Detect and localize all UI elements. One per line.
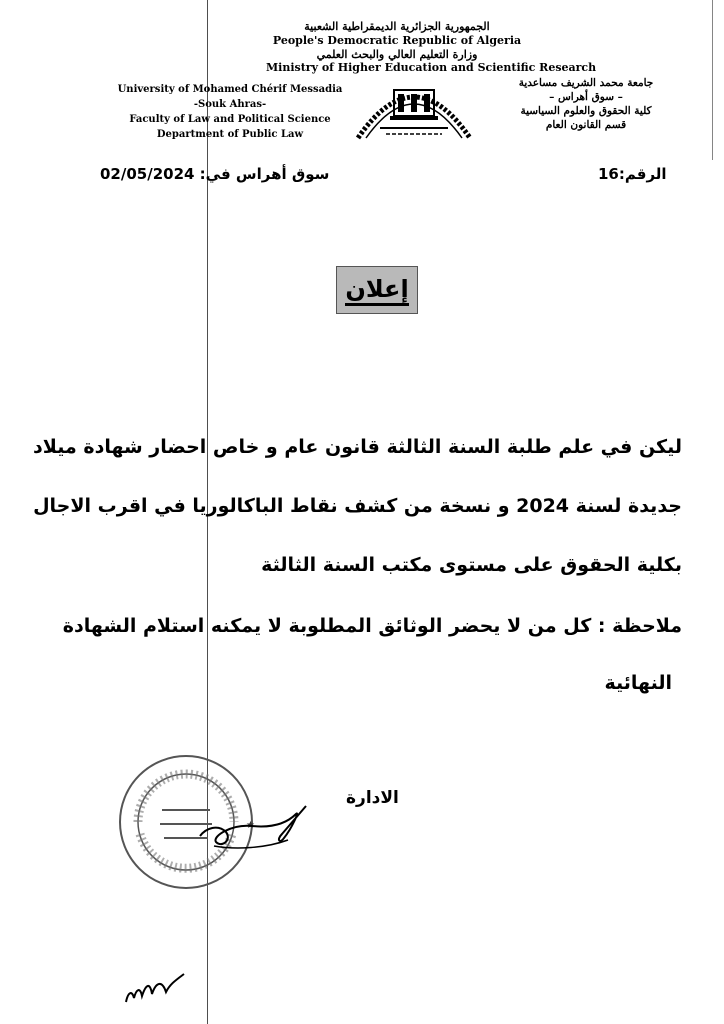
note-line-2: النهائية — [604, 672, 672, 694]
fold-line-right — [712, 0, 713, 160]
announcement-title-text: إعلان — [345, 275, 408, 306]
ministry-ar: وزارة التعليم العالي والبحث العلمي — [316, 48, 478, 61]
university-en: University of Mohamed Chérif Messadia — [117, 84, 343, 95]
header-right — [486, 76, 686, 132]
body-line-1: ليكن في علم طلبة السنة الثالثة قانون عام و خاص احضار شهادة ميلاد — [33, 436, 682, 458]
republic-en: People's Democratic Republic of Algeria — [272, 34, 522, 47]
signature — [196, 798, 316, 858]
faculty-ar: كلية الحقوق والعلوم السياسية — [520, 105, 652, 117]
signer-label: الادارة — [346, 788, 399, 808]
faculty-en: Faculty of Law and Political Science — [129, 114, 331, 125]
department-ar: قسم القانون العام — [545, 119, 627, 131]
note-line-1: ملاحظة : كل من لا يحضر الوثائق المطلوبة لا يمكنه استلام الشهادة — [62, 615, 682, 637]
city-en: -Souk Ahras- — [193, 99, 267, 110]
reference-number: الرقم:16 — [598, 165, 667, 183]
department-en: Department of Public Law — [156, 129, 304, 140]
city-ar: – سوق أهراس – — [549, 91, 623, 103]
body-line-3: بكلية الحقوق على مستوى مكتب السنة الثالثة — [261, 554, 682, 576]
university-ar: جامعة محمد الشريف مساعدية — [518, 77, 654, 89]
university-logo — [356, 76, 472, 140]
svg-text:★: ★ — [246, 820, 255, 831]
header-left — [110, 82, 350, 142]
body-line-2: جديدة لسنة 2024 و نسخة من كشف نقاط الباكالوريا في اقرب الاجال — [33, 495, 682, 517]
announcement-title — [336, 266, 418, 314]
place-date: سوق أهراس في: 02/05/2024 — [100, 165, 330, 183]
handwritten-initials — [122, 968, 188, 1006]
republic-ar: الجمهورية الجزائرية الديمقراطية الشعبية — [304, 20, 490, 33]
ministry-en: Ministry of Higher Education and Scientific Research — [266, 61, 597, 74]
header-center — [232, 20, 562, 62]
